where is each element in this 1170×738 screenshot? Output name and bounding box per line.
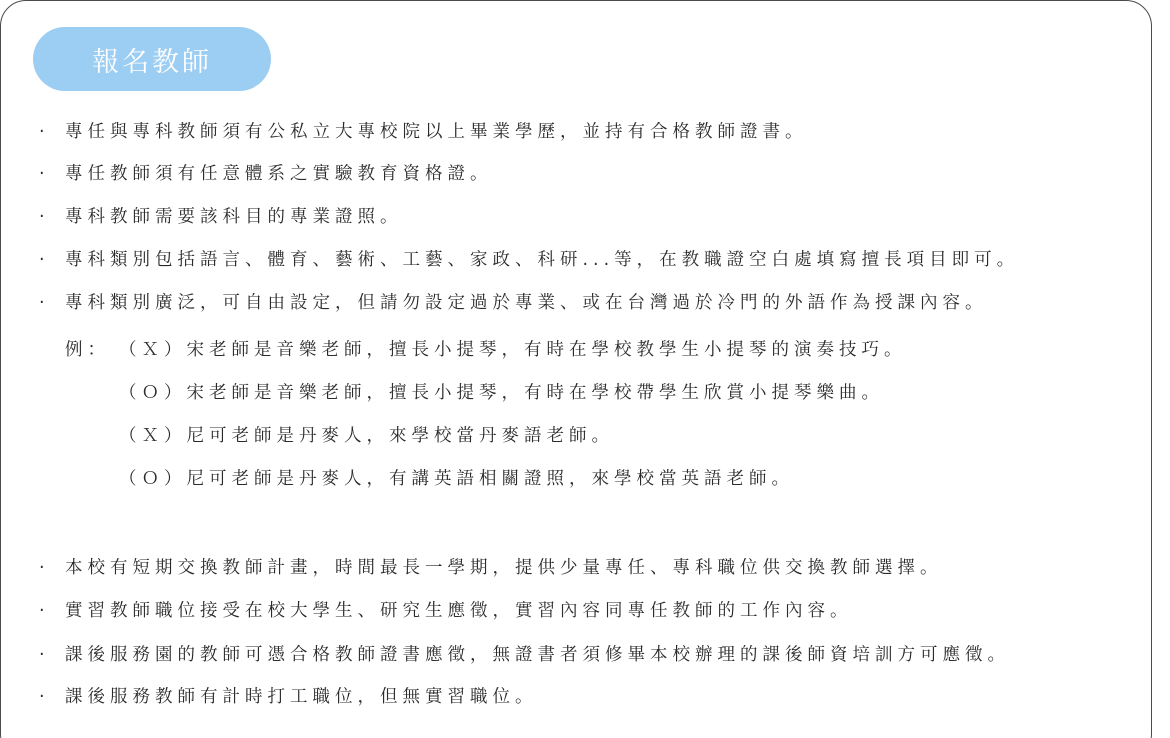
rule-text: 專任與專科教師須有公私立大專校院以上畢業學歷，並持有合格教師證書。 — [65, 122, 808, 142]
rule-text: 專科類別廣泛，可自由設定，但請勿設定過於專業、或在台灣過於冷門的外語作為授課內容。 — [65, 293, 988, 313]
section-title: 報名教師 — [33, 27, 271, 91]
rule-text: 課後服務教師有計時打工職位，但無實習職位。 — [65, 687, 538, 707]
rule-text: 課後服務園的教師可憑合格教師證書應徵，無證書者須修畢本校辦理的課後師資培訓方可應徵。 — [65, 645, 1010, 665]
rule-text: 本校有短期交換教師計畫，時間最長一學期，提供少量專任、專科職位供交換教師選擇。 — [65, 558, 943, 578]
rule-text: 實習教師職位接受在校大學生、研究生應徵，實習內容同專任教師的工作內容。 — [65, 601, 853, 621]
rule-text: 專任教師須有任意體系之實驗教育資格證。 — [65, 164, 493, 184]
example-line: （Ｏ）宋老師是音樂老師，擅長小提琴，有時在學校帶學生欣賞小提琴樂曲。 — [119, 383, 884, 403]
bullet-icon: · — [39, 558, 50, 578]
example-line: （Ｘ）宋老師是音樂老師，擅長小提琴，有時在學校教學生小提琴的演奏技巧。 — [119, 340, 907, 360]
bullet-icon: · — [39, 601, 50, 621]
rule-text: 專科類別包括語言、體育、藝術、工藝、家政、科研...等，在教職證空白處填寫擅長項目即可。 — [65, 250, 1020, 270]
rule-text: 專科教師需要該科目的專業證照。 — [65, 207, 403, 227]
bullet-icon: · — [39, 250, 50, 270]
bullet-icon: · — [39, 207, 50, 227]
bullet-icon: · — [39, 687, 50, 707]
example-line: （Ｘ）尼可老師是丹麥人，來學校當丹麥語老師。 — [119, 426, 614, 446]
bullet-icon: · — [39, 122, 50, 142]
bullet-icon: · — [39, 293, 50, 313]
bullet-icon: · — [39, 164, 50, 184]
example-prefix: 例： — [65, 340, 110, 360]
example-line: （Ｏ）尼可老師是丹麥人，有講英語相關證照，來學校當英語老師。 — [119, 469, 794, 489]
bullet-icon: · — [39, 645, 50, 665]
